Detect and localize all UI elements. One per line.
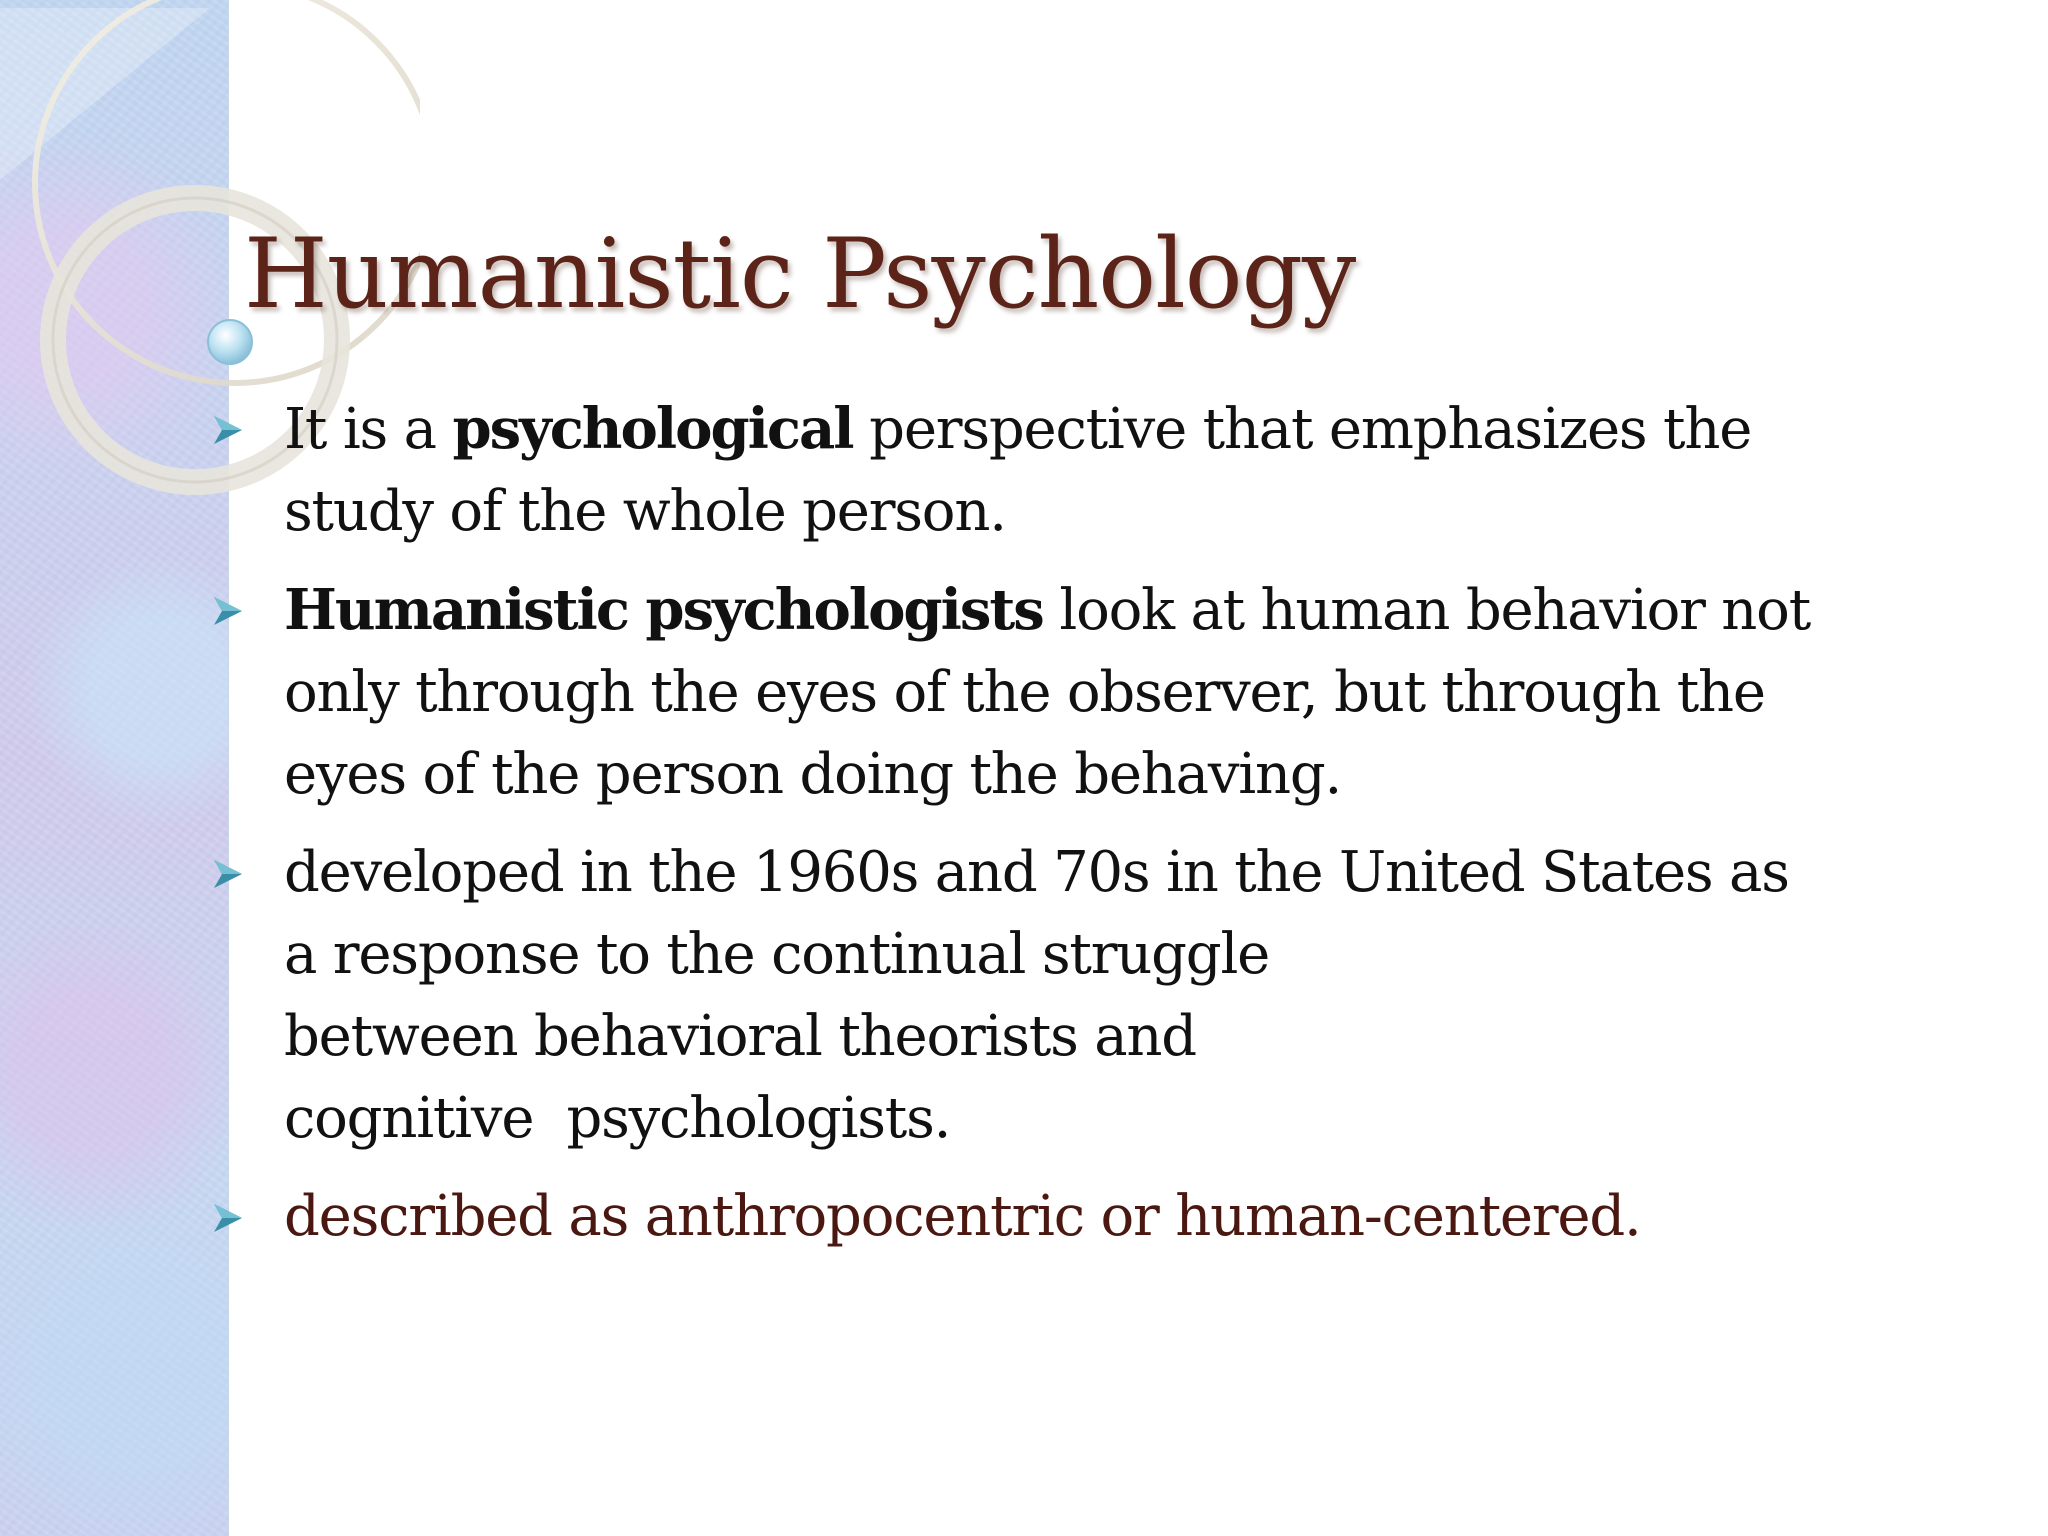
- bullet-text: cognitive psychologists.: [284, 1086, 951, 1151]
- bullet-line: [284, 1176, 1850, 1258]
- bullet-text: described as anthropocentric or human-centered.: [284, 1184, 1641, 1249]
- bullet-item: [210, 1176, 1850, 1258]
- arrow-bullet-icon: [210, 1200, 246, 1236]
- bullet-emphasis: psychological: [452, 396, 853, 462]
- bullet-emphasis: Humanistic psychologists: [284, 577, 1043, 643]
- bullet-line: [284, 832, 1850, 914]
- bullet-text: between behavioral theorists and: [284, 1004, 1196, 1069]
- bullet-text: only through the eyes of the observer, but through the: [284, 660, 1765, 725]
- slide-title: Humanistic Psychology: [244, 218, 1356, 330]
- arrow-bullet-icon: [210, 412, 246, 448]
- bullet-line: [284, 569, 1850, 652]
- bullet-text: look at human behavior not: [1042, 578, 1810, 643]
- bullet-line: [284, 914, 1850, 996]
- bullet-line: [284, 471, 1850, 553]
- bullet-line: [284, 996, 1850, 1078]
- bullet-item: [210, 388, 1850, 553]
- bullet-line: [284, 734, 1850, 816]
- bullet-line: [284, 388, 1850, 471]
- bullet-item: [210, 569, 1850, 816]
- arrow-bullet-icon: [210, 593, 246, 629]
- arrow-bullet-icon: [210, 856, 246, 892]
- bullet-text: It is a: [284, 397, 453, 462]
- bullet-line: [284, 1078, 1850, 1160]
- bullet-text: developed in the 1960s and 70s in the United States as: [284, 840, 1789, 905]
- bullet-line: [284, 652, 1850, 734]
- bullet-text: a response to the continual struggle: [284, 922, 1270, 987]
- bullet-text: study of the whole person.: [284, 479, 1006, 544]
- bullet-list: [210, 388, 1850, 1274]
- bullet-item: [210, 832, 1850, 1160]
- bullet-text: eyes of the person doing the behaving.: [284, 742, 1342, 807]
- bullet-text: perspective that emphasizes the: [852, 397, 1752, 462]
